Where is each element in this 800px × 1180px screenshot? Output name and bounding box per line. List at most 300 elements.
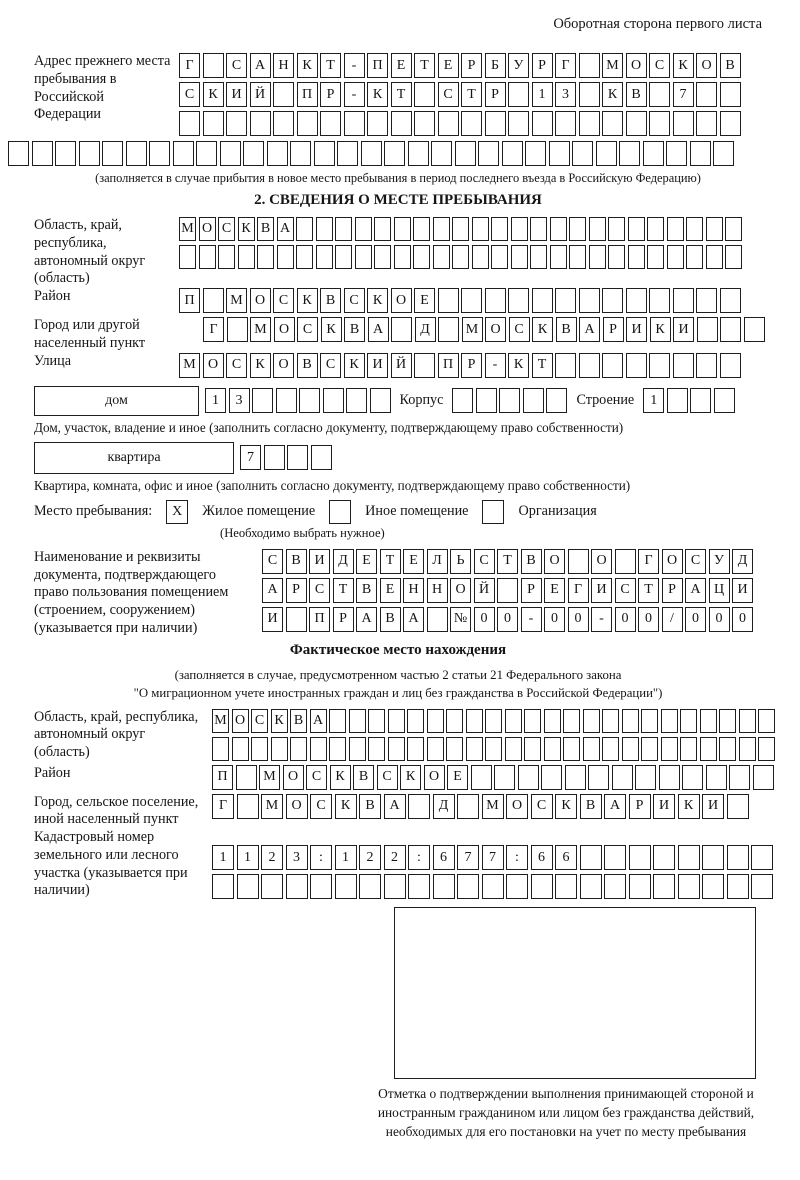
empty-cell xyxy=(580,874,602,899)
char-cell: Р xyxy=(320,82,341,107)
empty-cell xyxy=(461,111,482,136)
empty-cell xyxy=(622,737,639,761)
char-cell: К xyxy=(367,288,388,313)
empty-cell xyxy=(727,845,749,870)
empty-cell xyxy=(196,141,217,166)
empty-cell xyxy=(579,353,600,378)
empty-cell xyxy=(485,709,502,733)
char-cell: К xyxy=(203,82,224,107)
previous-address-note: (заполняется в случае прибытия в новое место пребывания в период последнего въезда в Российскую Федерацию) xyxy=(95,171,701,185)
empty-cell xyxy=(523,388,544,413)
empty-cell xyxy=(615,549,636,574)
char-cell: М xyxy=(179,353,200,378)
empty-cell xyxy=(532,288,553,313)
empty-cell xyxy=(497,578,518,603)
char-cell: С xyxy=(438,82,459,107)
empty-cell xyxy=(589,217,606,241)
checkbox-residential: X xyxy=(166,500,188,524)
empty-cell xyxy=(335,874,357,899)
char-cell: А xyxy=(604,794,626,819)
empty-cell xyxy=(626,111,647,136)
char-cell: С xyxy=(344,288,365,313)
char-cell: О xyxy=(286,794,308,819)
char-cell: А xyxy=(579,317,600,342)
empty-cell xyxy=(502,141,523,166)
actual-region-label: Область, край, республика, автономный округ (область) xyxy=(34,708,199,760)
char-cell: 3 xyxy=(229,388,250,413)
empty-cell xyxy=(505,737,522,761)
char-cell: В xyxy=(320,288,341,313)
char-cell: И xyxy=(702,794,724,819)
empty-cell xyxy=(579,53,600,78)
empty-cell xyxy=(686,217,703,241)
section2-street-block xyxy=(34,353,762,382)
char-cell: Т xyxy=(638,578,659,603)
section2-city-row xyxy=(203,317,765,342)
checkbox-organization xyxy=(482,500,504,524)
char-cell: Т xyxy=(461,82,482,107)
empty-cell xyxy=(286,874,308,899)
char-cell: К xyxy=(321,317,342,342)
previous-address-block xyxy=(34,53,762,140)
empty-cell xyxy=(569,217,586,241)
empty-cell xyxy=(647,217,664,241)
char-cell: Т xyxy=(380,549,401,574)
empty-cell xyxy=(667,245,684,269)
empty-cell xyxy=(572,141,593,166)
empty-cell xyxy=(727,874,749,899)
empty-cell xyxy=(753,765,774,790)
empty-cell xyxy=(320,111,341,136)
empty-cell xyxy=(431,141,452,166)
empty-cell xyxy=(696,353,717,378)
empty-cell xyxy=(355,245,372,269)
char-cell: И xyxy=(673,317,694,342)
char-cell: 3 xyxy=(286,845,308,870)
char-cell: К xyxy=(238,217,255,241)
empty-cell xyxy=(344,111,365,136)
empty-cell xyxy=(408,874,430,899)
char-cell: М xyxy=(261,794,283,819)
previous-address-label: Адрес прежнего места пребывания в Российской Федерации xyxy=(34,53,171,123)
empty-cell xyxy=(452,388,473,413)
char-cell: А xyxy=(310,709,327,733)
char-cell: Р xyxy=(461,53,482,78)
empty-cell xyxy=(261,874,283,899)
empty-cell xyxy=(466,709,483,733)
empty-cell xyxy=(635,765,656,790)
empty-cell xyxy=(446,737,463,761)
empty-cell xyxy=(349,737,366,761)
empty-cell xyxy=(588,765,609,790)
char-cell: А xyxy=(277,217,294,241)
char-cell: К xyxy=(678,794,700,819)
char-cell: 1 xyxy=(205,388,226,413)
char-cell: О xyxy=(544,549,565,574)
char-cell: О xyxy=(273,353,294,378)
actual-location-note xyxy=(34,667,762,703)
empty-cell xyxy=(580,845,602,870)
empty-cell xyxy=(555,288,576,313)
empty-cell xyxy=(414,353,435,378)
empty-cell xyxy=(696,82,717,107)
char-cell: Т xyxy=(391,82,412,107)
house-note: Дом, участок, владение и иное (заполнить согласно документу, подтверждающему право собственности) xyxy=(34,419,624,435)
empty-cell xyxy=(608,217,625,241)
empty-cell xyxy=(682,765,703,790)
empty-cell xyxy=(407,737,424,761)
empty-cell xyxy=(706,245,723,269)
stay-type-line xyxy=(34,500,762,524)
char-cell: П xyxy=(309,607,330,632)
empty-cell xyxy=(361,141,382,166)
option-organization-label: Организация xyxy=(518,503,597,520)
char-cell: О xyxy=(506,794,528,819)
char-cell: О xyxy=(485,317,506,342)
empty-cell xyxy=(725,217,742,241)
empty-cell xyxy=(666,141,687,166)
empty-cell xyxy=(508,111,529,136)
empty-cell xyxy=(696,111,717,136)
empty-cell xyxy=(286,607,307,632)
empty-cell xyxy=(720,288,741,313)
char-cell: Р xyxy=(485,82,506,107)
empty-cell xyxy=(604,874,626,899)
confirmation-stamp-caption: Отметка о подтверждении выполнения принимающей стороной и иностранным гражданином или лицом без гражданства действий, необходимых для его постановки на учет по месту пребывания xyxy=(377,1086,755,1139)
checkbox-other-premises xyxy=(329,500,351,524)
char-cell: К xyxy=(344,353,365,378)
empty-cell xyxy=(126,141,147,166)
empty-cell xyxy=(602,737,619,761)
previous-address-grids xyxy=(179,53,741,140)
empty-cell xyxy=(686,245,703,269)
empty-cell xyxy=(678,845,700,870)
empty-cell xyxy=(427,607,448,632)
empty-cell xyxy=(414,82,435,107)
empty-cell xyxy=(506,874,528,899)
empty-cell xyxy=(532,111,553,136)
char-cell: К xyxy=(400,765,421,790)
empty-cell xyxy=(494,765,515,790)
char-cell: А xyxy=(685,578,706,603)
char-cell: Г xyxy=(568,578,589,603)
document-block xyxy=(34,549,762,638)
empty-cell xyxy=(203,53,224,78)
char-cell: Е xyxy=(544,578,565,603)
empty-cell xyxy=(612,765,633,790)
char-cell: Д xyxy=(732,549,753,574)
empty-cell xyxy=(316,217,333,241)
char-cell: В xyxy=(353,765,374,790)
empty-cell xyxy=(384,141,405,166)
empty-cell xyxy=(277,245,294,269)
empty-cell xyxy=(697,317,718,342)
empty-cell xyxy=(661,709,678,733)
actual-district-row xyxy=(212,765,774,790)
char-cell: М xyxy=(250,317,271,342)
empty-cell xyxy=(297,111,318,136)
section2-region-row-2 xyxy=(179,245,742,269)
char-cell: 0 xyxy=(685,607,706,632)
empty-cell xyxy=(647,245,664,269)
house-box: дом xyxy=(34,386,199,416)
previous-address-row-4 xyxy=(8,141,762,166)
char-cell: И xyxy=(591,578,612,603)
char-cell: В xyxy=(580,794,602,819)
empty-cell xyxy=(433,874,455,899)
char-cell: Т xyxy=(414,53,435,78)
char-cell: Р xyxy=(629,794,651,819)
char-cell: Г xyxy=(212,794,234,819)
stay-type-label: Место пребывания: xyxy=(34,503,153,520)
empty-cell xyxy=(549,141,570,166)
empty-cell xyxy=(518,765,539,790)
empty-cell xyxy=(237,794,259,819)
empty-cell xyxy=(678,874,700,899)
empty-cell xyxy=(337,141,358,166)
empty-cell xyxy=(296,245,313,269)
char-cell: / xyxy=(662,607,683,632)
char-cell: К xyxy=(271,709,288,733)
empty-cell xyxy=(257,245,274,269)
empty-cell xyxy=(744,317,765,342)
empty-cell xyxy=(714,388,735,413)
empty-cell xyxy=(374,245,391,269)
char-cell: Г xyxy=(638,549,659,574)
char-cell: С xyxy=(615,578,636,603)
char-cell: С xyxy=(310,794,332,819)
section2-region-label: Область, край, республика, автономный округ (область) xyxy=(34,217,146,287)
empty-cell xyxy=(729,765,750,790)
section2-city-label: Город или другой населенный пункт xyxy=(34,317,146,351)
char-cell: А xyxy=(356,607,377,632)
empty-cell xyxy=(546,388,567,413)
section2-region-row-1 xyxy=(179,217,742,241)
char-cell: С xyxy=(306,765,327,790)
empty-cell xyxy=(149,141,170,166)
empty-cell xyxy=(751,874,773,899)
empty-cell xyxy=(250,111,271,136)
empty-cell xyxy=(466,737,483,761)
empty-cell xyxy=(700,709,717,733)
empty-cell xyxy=(739,737,756,761)
empty-cell xyxy=(414,111,435,136)
empty-cell xyxy=(569,245,586,269)
char-cell: Р xyxy=(662,578,683,603)
char-cell: П xyxy=(438,353,459,378)
char-cell: Р xyxy=(532,53,553,78)
char-cell: К xyxy=(330,765,351,790)
empty-cell xyxy=(79,141,100,166)
char-cell: В xyxy=(626,82,647,107)
empty-cell xyxy=(702,874,724,899)
empty-cell xyxy=(511,245,528,269)
char-cell: Д xyxy=(333,549,354,574)
empty-cell xyxy=(310,874,332,899)
char-cell: С xyxy=(179,82,200,107)
char-cell: - xyxy=(485,353,506,378)
empty-cell xyxy=(329,709,346,733)
char-cell: : xyxy=(506,845,528,870)
actual-region-row-1 xyxy=(212,709,775,733)
char-cell: Т xyxy=(532,353,553,378)
empty-cell xyxy=(491,217,508,241)
empty-cell xyxy=(457,874,479,899)
empty-cell xyxy=(596,141,617,166)
char-cell: Г xyxy=(203,317,224,342)
char-cell: 6 xyxy=(433,845,455,870)
empty-cell xyxy=(276,388,297,413)
char-cell: Ь xyxy=(450,549,471,574)
empty-cell xyxy=(299,388,320,413)
empty-cell xyxy=(394,217,411,241)
char-cell: О xyxy=(424,765,445,790)
char-cell: С xyxy=(377,765,398,790)
empty-cell xyxy=(290,141,311,166)
empty-cell xyxy=(179,245,196,269)
char-cell: 0 xyxy=(615,607,636,632)
empty-cell xyxy=(413,217,430,241)
actual-region-row-2 xyxy=(212,737,775,761)
char-cell: К xyxy=(650,317,671,342)
empty-cell xyxy=(649,111,670,136)
cadastral-row-2 xyxy=(212,874,773,899)
char-cell: К xyxy=(297,288,318,313)
char-cell: Е xyxy=(356,549,377,574)
char-cell: 0 xyxy=(709,607,730,632)
char-cell: А xyxy=(250,53,271,78)
char-cell: 0 xyxy=(732,607,753,632)
char-cell: 1 xyxy=(212,845,234,870)
char-cell: О xyxy=(199,217,216,241)
korpus-label: Корпус xyxy=(399,392,444,409)
empty-cell xyxy=(252,388,273,413)
empty-cell xyxy=(220,141,241,166)
empty-cell xyxy=(349,709,366,733)
empty-cell xyxy=(680,737,697,761)
empty-cell xyxy=(438,317,459,342)
char-cell: - xyxy=(591,607,612,632)
char-cell: 0 xyxy=(497,607,518,632)
empty-cell xyxy=(727,794,749,819)
empty-cell xyxy=(499,388,520,413)
stroenie-label: Строение xyxy=(576,392,635,409)
empty-cell xyxy=(335,245,352,269)
empty-cell xyxy=(690,388,711,413)
empty-cell xyxy=(491,245,508,269)
empty-cell xyxy=(485,737,502,761)
char-cell: М xyxy=(226,288,247,313)
empty-cell xyxy=(212,874,234,899)
empty-cell xyxy=(602,111,623,136)
empty-cell xyxy=(680,709,697,733)
char-cell: О xyxy=(274,317,295,342)
char-cell: О xyxy=(626,53,647,78)
char-cell: А xyxy=(368,317,389,342)
stroenie-cells xyxy=(643,388,735,413)
empty-cell xyxy=(622,709,639,733)
char-cell: С xyxy=(320,353,341,378)
empty-cell xyxy=(659,765,680,790)
empty-cell xyxy=(251,737,268,761)
char-cell: 1 xyxy=(643,388,664,413)
char-cell: В xyxy=(720,53,741,78)
char-cell: О xyxy=(450,578,471,603)
actual-note-line-1: (заполняется в случае, предусмотренном частью 2 статьи 21 Федерального закона xyxy=(174,667,622,682)
char-cell: Е xyxy=(380,578,401,603)
char-cell: Е xyxy=(438,53,459,78)
empty-cell xyxy=(583,737,600,761)
actual-location-title: Фактическое место нахождения xyxy=(289,641,507,658)
empty-cell xyxy=(311,445,332,470)
char-cell: М xyxy=(259,765,280,790)
empty-cell xyxy=(706,217,723,241)
empty-cell xyxy=(433,217,450,241)
empty-cell xyxy=(602,288,623,313)
empty-cell xyxy=(696,288,717,313)
char-cell: Т xyxy=(497,549,518,574)
char-cell: Е xyxy=(414,288,435,313)
char-cell: 0 xyxy=(568,607,589,632)
actual-district-label: Район xyxy=(34,764,71,781)
empty-cell xyxy=(602,709,619,733)
empty-cell xyxy=(384,874,406,899)
char-cell: В xyxy=(257,217,274,241)
empty-cell xyxy=(751,845,773,870)
option-other-premises-label: Иное помещение xyxy=(365,503,469,520)
char-cell: 0 xyxy=(544,607,565,632)
apartment-box: квартира xyxy=(34,442,234,474)
empty-cell xyxy=(271,737,288,761)
char-cell: В xyxy=(286,549,307,574)
char-cell: П xyxy=(367,53,388,78)
char-cell: А xyxy=(384,794,406,819)
empty-cell xyxy=(310,737,327,761)
char-cell: С xyxy=(531,794,553,819)
empty-cell xyxy=(452,217,469,241)
char-cell: С xyxy=(509,317,530,342)
char-cell: О xyxy=(232,709,249,733)
section2-district-label: Район xyxy=(34,288,71,305)
char-cell: Е xyxy=(391,53,412,78)
empty-cell xyxy=(438,111,459,136)
char-cell: 3 xyxy=(555,82,576,107)
empty-cell xyxy=(719,709,736,733)
char-cell: М xyxy=(482,794,504,819)
previous-address-row-2 xyxy=(179,82,741,107)
empty-cell xyxy=(485,288,506,313)
apartment-note: Квартира, комната, офис и иное (заполнить согласно документу, подтверждающему право собственности) xyxy=(34,477,631,493)
char-cell: О xyxy=(283,765,304,790)
empty-cell xyxy=(667,388,688,413)
empty-cell xyxy=(232,737,249,761)
empty-cell xyxy=(565,765,586,790)
char-cell: Д xyxy=(433,794,455,819)
char-cell: 2 xyxy=(261,845,283,870)
empty-cell xyxy=(508,288,529,313)
empty-cell xyxy=(629,874,651,899)
empty-cell xyxy=(408,141,429,166)
char-cell: 6 xyxy=(555,845,577,870)
char-cell: К xyxy=(297,53,318,78)
empty-cell xyxy=(478,141,499,166)
empty-cell xyxy=(628,245,645,269)
empty-cell xyxy=(505,709,522,733)
empty-cell xyxy=(530,245,547,269)
char-cell: В xyxy=(344,317,365,342)
char-cell: У xyxy=(508,53,529,78)
char-cell: П xyxy=(179,288,200,313)
